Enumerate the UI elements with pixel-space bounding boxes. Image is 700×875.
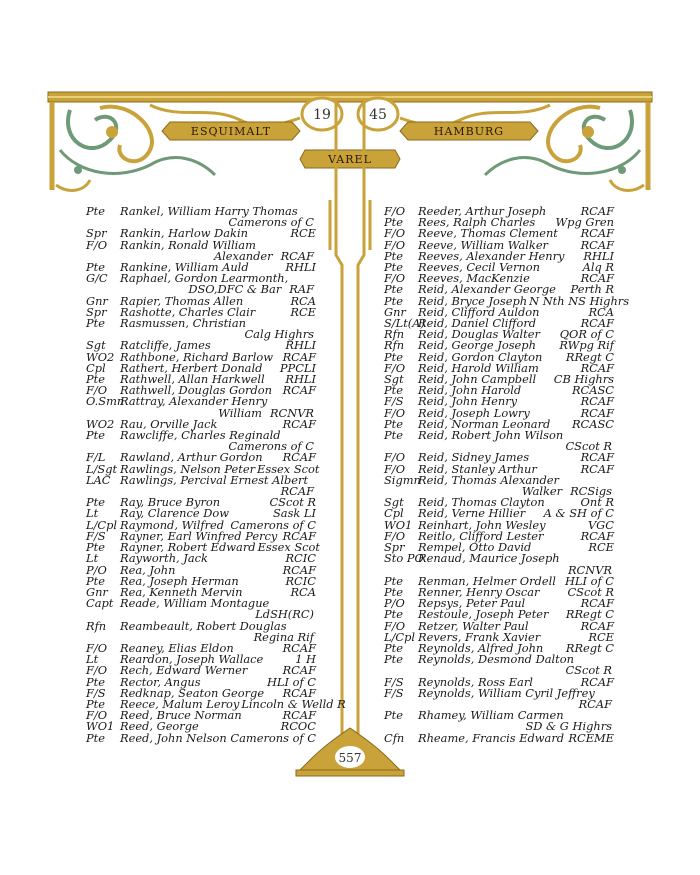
entry-unit: RCAF xyxy=(282,640,316,655)
entry-rank: Pte xyxy=(86,372,105,387)
entry-name: Rea, Kenneth Mervin xyxy=(120,584,243,599)
entry-unit: RCASC xyxy=(571,416,614,431)
entry-name: Reid, Thomas Clayton xyxy=(418,495,545,510)
entry-unit: Sask LI xyxy=(272,506,316,521)
entry-unit: Camerons of C xyxy=(228,439,314,454)
entry-rank: Pte xyxy=(384,416,403,431)
entry-unit xyxy=(314,430,316,441)
entry-unit xyxy=(612,654,614,665)
entry-rank: Pte xyxy=(86,696,105,711)
entry-rank: F/O xyxy=(384,450,406,465)
entry-unit: RCE xyxy=(588,629,614,644)
entry-unit: RCASC xyxy=(571,383,614,398)
entry-name: Walker xyxy=(521,484,563,499)
entry-rank: Pte xyxy=(384,293,403,308)
entry-unit: RCOC xyxy=(280,719,316,734)
entry-name: Raymond, Wilfred xyxy=(120,517,225,532)
entry-rank: Rfn xyxy=(384,327,405,342)
entry-unit: RCAF xyxy=(580,596,614,611)
entry-rank: Pte xyxy=(384,282,403,297)
entry-unit: RCAF xyxy=(580,204,614,218)
entry-rank: Lt xyxy=(86,551,99,566)
entry-unit: RAF xyxy=(289,282,314,297)
entry-rank: WO1 xyxy=(384,517,413,532)
entry-rank: Sgt xyxy=(86,338,106,353)
entry-rank: Pte xyxy=(86,204,105,218)
entry-name: Reid, Thomas Alexander xyxy=(418,472,559,487)
entry-unit: RCAF xyxy=(282,416,316,431)
entry-unit: VGC xyxy=(587,517,614,532)
entry-rank: F/O xyxy=(384,271,406,286)
entry-name: Reed, Bruce Norman xyxy=(120,708,242,723)
entry-unit: A & SH of C xyxy=(543,506,614,521)
entry-unit xyxy=(612,688,614,699)
entry-unit: CB Highrs xyxy=(553,372,614,387)
entry-name: Reid, Joseph Lowry xyxy=(418,405,530,420)
entry-name: Rawcliffe, Charles Reginald xyxy=(120,428,281,443)
entry-unit: RRegt C xyxy=(565,349,614,364)
entry-unit: Essex Scot xyxy=(257,540,320,555)
entry-name: Reed, John Nelson xyxy=(120,730,227,745)
entry-name: Revers, Frank Xavier xyxy=(418,629,541,644)
entry-name: Rawland, Arthur Gordon xyxy=(120,450,263,465)
entry-rank: WO2 xyxy=(86,349,115,364)
entry-rank: Pte xyxy=(384,260,403,275)
entry-rank: F/O xyxy=(86,708,108,723)
entry-name: Repsys, Peter Paul xyxy=(418,596,526,611)
entry-rank: Pte xyxy=(384,708,403,723)
entry-name: Rawlings, Nelson Peter xyxy=(120,461,256,476)
entry-unit: RCE xyxy=(290,304,316,319)
entry-rank: F/S xyxy=(384,674,404,689)
entry-name: Reeder, Arthur Joseph xyxy=(418,204,547,218)
entry-name: Rathwell, Allan Harkwell xyxy=(120,372,265,387)
entry-name: Rapier, Thomas Allen xyxy=(120,293,244,308)
entry-name: Reid, Douglas Walter xyxy=(418,327,540,342)
entry-unit: HLI of C xyxy=(266,674,316,689)
page-number: 557 xyxy=(338,751,362,765)
entry-name: Reinhart, John Wesley xyxy=(418,517,546,532)
entry-name: Rayworth, Jack xyxy=(120,551,208,566)
entry-unit: RCAF xyxy=(282,450,316,465)
entry-unit: Camerons of C xyxy=(230,730,316,745)
entry-rank: F/O xyxy=(384,461,406,476)
entry-rank: P/O xyxy=(384,596,405,611)
entry-name: Rector, Angus xyxy=(120,674,201,689)
place-left-label: ESQUIMALT xyxy=(190,125,272,138)
entry-unit: RCIC xyxy=(285,551,316,566)
entry-rank: Pte xyxy=(86,540,105,555)
entry-name: Rathbone, Richard Barlow xyxy=(120,349,273,364)
entry-unit xyxy=(314,318,316,329)
entry-name: Renner, Henry Oscar xyxy=(418,584,540,599)
entry-rank: F/L xyxy=(86,450,106,465)
entry-rank: Capt xyxy=(86,596,114,611)
entry-name: Reitlo, Clifford Lester xyxy=(418,528,544,543)
entry-unit: Lincoln & Welld R xyxy=(241,696,346,711)
entry-rank: F/O xyxy=(384,204,406,218)
entry-rank: Pte xyxy=(86,260,105,275)
entry-name: Reid, Clifford Auldon xyxy=(418,304,540,319)
entry-rank: Rfn xyxy=(384,338,405,353)
entry-unit xyxy=(314,621,316,632)
entry-name: Reid, John Campbell xyxy=(418,372,537,387)
entry-rank: Lt xyxy=(86,506,99,521)
entry-rank: Lt xyxy=(86,652,99,667)
entry-unit: N Nth NS Highrs xyxy=(529,293,630,308)
entry-name: Redknap, Seaton George xyxy=(120,685,265,700)
entry-name: Reeves, Alexander Henry xyxy=(418,248,565,263)
entry-unit: RCAF xyxy=(580,674,614,689)
year-right: 45 xyxy=(369,107,387,123)
entry-unit: RCE xyxy=(290,226,316,241)
entry-name: Reed, George xyxy=(120,719,199,734)
entry-unit: Ont R xyxy=(580,495,614,510)
entry-unit: RCAF xyxy=(282,708,316,723)
entry-unit: RCAF xyxy=(280,248,314,263)
entry-row xyxy=(86,730,316,745)
entry-unit: RCAF xyxy=(580,461,614,476)
entry-name: Rheame, Francis Edward xyxy=(418,730,565,745)
entry-rank: Sigmn xyxy=(384,472,421,487)
entry-name: Rankine, William Auld xyxy=(120,260,249,275)
entry-unit xyxy=(612,553,614,564)
entry-rank: Pte xyxy=(384,383,403,398)
entry-name: Reeve, William Walker xyxy=(418,237,549,252)
entry-unit: RCAF xyxy=(580,450,614,465)
entry-rank: L/Cpl xyxy=(384,629,416,644)
entry-unit xyxy=(314,206,316,217)
entry-name: Reeves, MacKenzie xyxy=(418,271,530,286)
entry-rank: Pte xyxy=(384,215,403,230)
entry-name: Rathwell, Douglas Gordon xyxy=(120,383,272,398)
entry-rank: F/S xyxy=(384,685,404,700)
right-scroll-ornament xyxy=(400,102,648,190)
entry-unit: Regina Rif xyxy=(253,629,314,644)
entry-name: Rankin, Harlow Dakin xyxy=(120,226,248,241)
entry-name: Reid, Alexander George xyxy=(418,282,556,297)
entry-unit: RCAF xyxy=(580,618,614,633)
entry-name: Reid, Norman Leonard xyxy=(418,416,551,431)
entry-name: Rasmussen, Christian xyxy=(120,316,246,331)
entry-rank: F/O xyxy=(86,640,108,655)
entry-rank: F/S xyxy=(384,394,404,409)
year-left: 19 xyxy=(313,107,331,123)
entry-name: Rau, Orville Jack xyxy=(120,416,218,431)
entry-unit: RCNVR xyxy=(269,405,314,420)
entry-rank: F/O xyxy=(86,383,108,398)
entry-rank: L/Cpl xyxy=(86,517,118,532)
entry-name: Reynolds, Alfred John xyxy=(418,640,544,655)
entry-name: Rattray, Alexander Henry xyxy=(120,394,268,409)
entry-unit: CScot R xyxy=(565,663,612,678)
entry-row xyxy=(384,730,614,745)
entry-rank: Pte xyxy=(384,652,403,667)
entry-unit: Calg Highrs xyxy=(244,327,314,342)
entry-unit: RCSigs xyxy=(570,484,612,499)
entry-name: Rempel, Otto David xyxy=(418,540,532,555)
entry-rank: Spr xyxy=(86,304,107,319)
entry-unit: RHLI xyxy=(583,248,614,263)
entry-unit: LdSH(RC) xyxy=(255,607,314,622)
entry-rank: Pte xyxy=(86,495,105,510)
entry-unit: RCAF xyxy=(580,237,614,252)
entry-unit xyxy=(314,273,316,284)
entry-name: Reid, Gordon Clayton xyxy=(418,349,543,364)
entry-rank: Pte xyxy=(384,584,403,599)
entry-name: Rankin, Ronald William xyxy=(120,237,256,252)
entry-unit: CScot R xyxy=(565,439,612,454)
entry-unit: RCAF xyxy=(280,484,314,499)
entry-rank: Pte xyxy=(384,607,403,622)
entry-rank: Spr xyxy=(86,226,107,241)
entry-unit: Camerons of C xyxy=(230,517,316,532)
entry-unit: RCA xyxy=(290,584,316,599)
entry-unit: RCAF xyxy=(580,528,614,543)
entry-unit: RCAF xyxy=(282,349,316,364)
entry-rank: WO2 xyxy=(86,416,115,431)
entry-unit: RCAF xyxy=(282,663,316,678)
entry-name: Rhamey, William Carmen xyxy=(418,708,564,723)
entry-rank: L/Sgt xyxy=(86,461,118,476)
entry-unit: RCAF xyxy=(578,696,612,711)
entry-rank: F/O xyxy=(384,237,406,252)
entry-name: Rathert, Herbert Donald xyxy=(120,360,263,375)
entry-unit: RCAF xyxy=(282,562,316,577)
entry-name: Alexander xyxy=(213,248,273,263)
entry-rank: Spr xyxy=(384,540,405,555)
entry-rank: Pte xyxy=(384,248,403,263)
entry-rank: F/S xyxy=(86,685,106,700)
entry-name: Renaud, Maurice Joseph xyxy=(418,551,560,566)
entry-name: Reardon, Joseph Wallace xyxy=(120,652,264,667)
entry-name: Rankel, William Harry Thomas xyxy=(120,204,298,218)
entry-unit xyxy=(314,475,316,486)
entry-name: Reid, Sidney James xyxy=(418,450,530,465)
entry-unit: RCAF xyxy=(282,685,316,700)
entry-rank: Rfn xyxy=(86,618,107,633)
entry-name: Rea, John xyxy=(120,562,176,577)
entry-rank: Pte xyxy=(384,428,403,443)
entry-unit: RRegt C xyxy=(565,607,614,622)
entry-name: Rayner, Robert Edward xyxy=(120,540,256,555)
entry-name: Reid, Harold William xyxy=(418,360,539,375)
entry-unit: RHLI xyxy=(285,372,316,387)
entry-unit: RRegt C xyxy=(565,640,614,655)
entry-name: Reid, George Joseph xyxy=(418,338,536,353)
entry-name: Reid, Verne Hillier xyxy=(418,506,526,521)
entry-name: Reeve, Thomas Clement xyxy=(418,226,558,241)
entry-rank: F/O xyxy=(384,618,406,633)
entry-rank: Gnr xyxy=(384,304,406,319)
entry-name: Reid, Robert John Wilson xyxy=(418,428,564,443)
entry-rank: Pte xyxy=(384,349,403,364)
entry-rank: Cpl xyxy=(86,360,106,375)
entry-name: Reeves, Cecil Vernon xyxy=(418,260,540,275)
entry-name: Raphael, Gordon Learmonth, xyxy=(120,271,289,286)
entry-unit: CScot R xyxy=(567,584,614,599)
entry-unit: RCA xyxy=(290,293,316,308)
entry-unit: Perth R xyxy=(570,282,614,297)
entry-rank: Gnr xyxy=(86,584,108,599)
entry-unit: 1 H xyxy=(295,652,316,667)
entry-rank: Sto PO xyxy=(384,551,424,566)
entry-unit: SD & G Highrs xyxy=(525,719,612,734)
entry-rank: Sgt xyxy=(384,495,404,510)
entry-unit xyxy=(314,240,316,251)
entry-name: Reaney, Elias Eldon xyxy=(120,640,234,655)
entry-rank: WO1 xyxy=(86,719,115,734)
entry-unit: RCIC xyxy=(285,573,316,588)
entry-unit: QOR of C xyxy=(559,327,614,342)
entry-rank: F/O xyxy=(384,360,406,375)
entry-unit: RCAF xyxy=(580,405,614,420)
entry-name: Restoule, Joseph Peter xyxy=(418,607,549,622)
place-center-label: VAREL xyxy=(328,153,372,166)
entry-unit: Alq R xyxy=(582,260,614,275)
entry-name: DSO,DFC & Bar xyxy=(188,282,282,297)
entry-rank: F/O xyxy=(384,226,406,241)
entry-name: Retzer, Walter Paul xyxy=(418,618,529,633)
entry-name: Rech, Edward Werner xyxy=(120,663,248,678)
entry-unit: CScot R xyxy=(269,495,316,510)
entry-rank: Pte xyxy=(86,316,105,331)
entry-unit xyxy=(612,710,614,721)
entry-unit: RHLI xyxy=(285,260,316,275)
entry-name: Reid, Bryce Joseph xyxy=(418,293,528,308)
left-name-column xyxy=(86,204,346,745)
entry-unit: RCA xyxy=(588,304,614,319)
entry-name: Reade, William Montague xyxy=(120,596,270,611)
entry-unit xyxy=(612,475,614,486)
entry-name: Rawlings, Percival Ernest Albert xyxy=(120,472,309,487)
entry-unit: RCAF xyxy=(580,360,614,375)
entry-name: Reynolds, Desmond Dalton xyxy=(418,652,574,667)
entry-name: Reid, Daniel Clifford xyxy=(418,316,537,331)
entry-unit: RCE xyxy=(588,540,614,555)
entry-unit: RCAF xyxy=(580,316,614,331)
right-name-column xyxy=(384,204,630,745)
entry-rank: Pte xyxy=(86,573,105,588)
entry-rank: Gnr xyxy=(86,293,108,308)
place-right-label: HAMBURG xyxy=(433,125,505,138)
entry-unit: RCAF xyxy=(282,383,316,398)
entry-unit: HLI of C xyxy=(564,573,614,588)
entry-rank: O.Smn xyxy=(86,394,125,409)
entry-name: Reid, John Harold xyxy=(418,383,522,398)
entry-rank: F/O xyxy=(86,663,108,678)
entry-name: Ratcliffe, James xyxy=(120,338,211,353)
entry-rank: F/O xyxy=(86,237,108,252)
entry-name: Rashotte, Charles Clair xyxy=(120,304,256,319)
entry-name: Ray, Clarence Dow xyxy=(120,506,229,521)
entry-unit: RCAF xyxy=(580,226,614,241)
entry-rank: Sgt xyxy=(384,372,404,387)
entry-unit: Wpg Gren xyxy=(555,215,614,230)
entry-unit: RCNVR xyxy=(567,562,612,577)
entry-name: Reece, Malum Leroy xyxy=(120,696,240,711)
entry-rank: P/O xyxy=(86,562,107,577)
entry-rank: LAC xyxy=(86,472,111,487)
entry-name: William xyxy=(218,405,262,420)
entry-unit: RCAF xyxy=(580,394,614,409)
entry-name: Rayner, Earl Winfred Percy xyxy=(120,528,278,543)
entry-unit: Camerons of C xyxy=(228,215,314,230)
entry-name: Reid, John Henry xyxy=(418,394,518,409)
entry-name: Reynolds, Ross Earl xyxy=(418,674,533,689)
entry-unit: RHLI xyxy=(285,338,316,353)
entry-name: Rea, Joseph Herman xyxy=(120,573,239,588)
entry-rank: F/S xyxy=(86,528,106,543)
entry-unit: PPCLI xyxy=(279,360,316,375)
entry-rank: Pte xyxy=(86,674,105,689)
entry-rank: G/C xyxy=(86,271,108,286)
entry-unit: RCEME xyxy=(568,730,614,745)
entry-rank: Cfn xyxy=(384,730,405,745)
entry-rank: Pte xyxy=(86,428,105,443)
entry-name: Ray, Bruce Byron xyxy=(120,495,221,510)
entry-rank: Cpl xyxy=(384,506,404,521)
entry-rank: F/O xyxy=(384,405,406,420)
entry-unit xyxy=(314,598,316,609)
left-scroll-ornament xyxy=(52,102,300,190)
entry-unit: RCAF xyxy=(282,528,316,543)
entry-rank: Pte xyxy=(384,573,403,588)
entry-rank: F/O xyxy=(384,528,406,543)
entry-unit: RWpg Rif xyxy=(559,338,614,353)
entry-name: Renman, Helmer Ordell xyxy=(418,573,556,588)
entry-unit: RCAF xyxy=(580,271,614,286)
entry-rank: Pte xyxy=(86,730,105,745)
entry-rank: S/Lt(A) xyxy=(384,316,425,331)
entry-name: Reid, Stanley Arthur xyxy=(418,461,537,476)
entry-unit: Essex Scot xyxy=(257,461,320,476)
entry-unit xyxy=(612,430,614,441)
entry-rank: Pte xyxy=(384,640,403,655)
entry-name: Rees, Ralph Charles xyxy=(418,215,536,230)
entry-name: Reynolds, William Cyril Jeffrey xyxy=(418,685,595,700)
entry-unit xyxy=(314,396,316,407)
entry-name: Reambeault, Robert Douglas xyxy=(120,618,287,633)
